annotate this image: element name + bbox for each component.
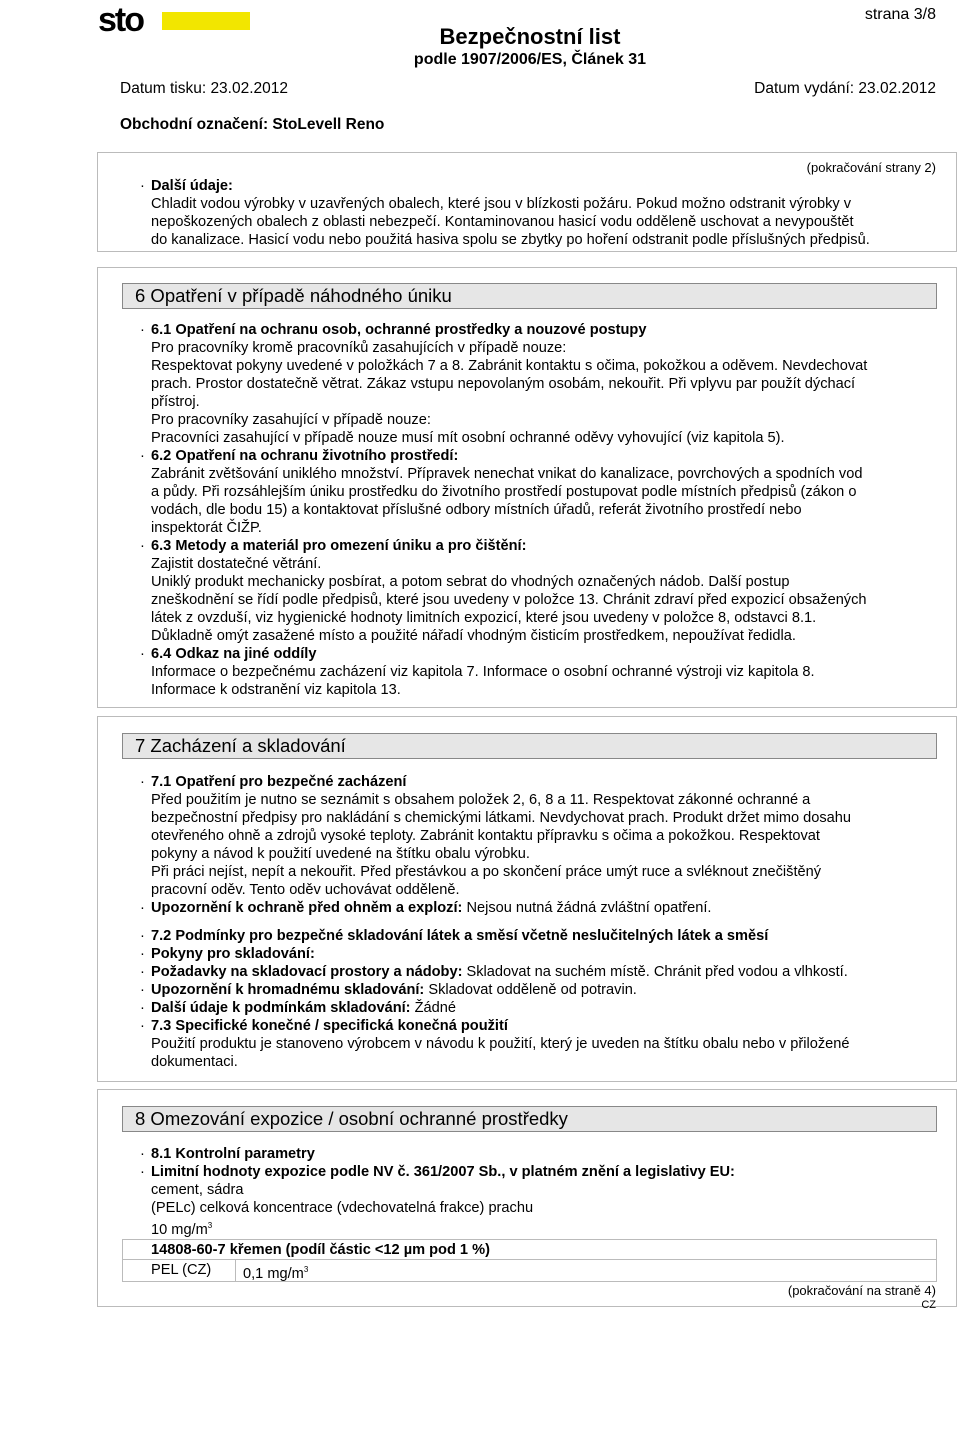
storage-requirements-value: Skladovat na suchém místě. Chránit před vodou a vlhkostí.	[466, 964, 848, 980]
fire-protection-line	[151, 899, 711, 917]
storage-requirements-line	[151, 963, 848, 981]
further-info-heading: Další údaje:	[151, 178, 233, 194]
pel-value-line	[151, 1217, 212, 1239]
text-line: Zajistit dostatečné větrání.	[151, 556, 322, 572]
text-line: vodách, dle bodu 15) a kontaktovat příslušné odbory místních úřadů, referát životního prostředí nebo	[151, 502, 802, 518]
bullet: ·	[140, 1000, 145, 1016]
table-divider	[235, 1260, 236, 1281]
page-number: strana 3/8	[864, 6, 936, 23]
bullet: ·	[140, 646, 145, 662]
bullet: ·	[140, 448, 145, 464]
bullet: ·	[140, 774, 145, 790]
text-line: prach. Prostor dostatečně větrat. Zákaz vstupu nepovolaným osobám, nekouřit. Při vplyvu par použít dýchací	[151, 376, 856, 392]
text-line: látek z ovzduší, viz hygienické hodnoty limitních expozicí, které jsou uvedeny v položce 8, odstavci 8.1.	[151, 610, 817, 626]
text-line: nepoškozených obalech z oblasti nebezpečí. Kontaminovanou hasicí vodu odděleně uschovat a nevypouštět	[151, 214, 854, 230]
bullet: ·	[140, 946, 145, 962]
text-line: bezpečnostní předpisy pro nakládání s chemickými látkami. Nevdychovat prach. Produkt držet mimo dosahu	[151, 810, 852, 826]
table-unit-exponent: 3	[303, 1265, 309, 1274]
storage-requirements-label: Požadavky na skladovací prostory a nádoby:	[151, 964, 463, 980]
bullet: ·	[140, 178, 145, 194]
issue-date: Datum vydání: 23.02.2012	[754, 80, 936, 97]
bullet: ·	[140, 900, 145, 916]
bullet: ·	[140, 1164, 145, 1180]
more-storage-line	[151, 999, 456, 1017]
section-7-title: 7 Zacházení a skladování	[122, 733, 937, 759]
subsection-8-1-heading: 8.1 Kontrolní parametry	[151, 1146, 315, 1162]
logo-text: sto	[98, 4, 143, 39]
bullet: ·	[140, 1146, 145, 1162]
text-line: Použití produktu je stanoveno výrobcem v návodu k použití, který je uveden na štítku obalu nebo v přiložené	[151, 1036, 850, 1052]
text-line: Respektovat pokyny uvedené v položkách 7 a 8. Zabránit kontaktu s očima, pokožkou a oděvem. Nevdechovat	[151, 358, 868, 374]
bulk-storage-line	[151, 981, 637, 999]
subsection-6-1-heading: 6.1 Opatření na ochranu osob, ochranné prostředky a nouzové postupy	[151, 322, 647, 338]
exposure-table-heading: 14808-60-7 křemen (podíl částic <12 µm pod 1 %)	[151, 1242, 490, 1258]
bullet: ·	[140, 322, 145, 338]
trade-name: Obchodní označení: StoLevell Reno	[120, 116, 385, 133]
country-code: CZ	[921, 1299, 936, 1311]
subsection-6-4-heading: 6.4 Odkaz na jiné oddíly	[151, 646, 317, 662]
text-line: přístroj.	[151, 394, 200, 410]
bulk-storage-label: Upozornění k hromadnému skladování:	[151, 982, 425, 998]
continued-on-label: (pokračování na straně 4)	[787, 1283, 936, 1298]
text-line: Pracovníci zasahující v případě nouze musí mít osobní ochranné oděvy vyhovující (viz kapitola 5).	[151, 430, 785, 446]
text-line: inspektorát ČIŽP.	[151, 520, 262, 536]
text-line: a půdy. Při rozsáhlejším úniku prostředku do životního prostředí postupovat podle místních předpisů (zákon o	[151, 484, 857, 500]
text-line: dokumentaci.	[151, 1054, 238, 1070]
text-line: Zabránit zvětšování uniklého množství. Přípravek nenechat vnikat do kanalizace, povrchových a spodních vod	[151, 466, 863, 482]
more-storage-value: Žádné	[414, 1000, 456, 1016]
bullet: ·	[140, 964, 145, 980]
section-6-title: 6 Opatření v případě náhodného úniku	[122, 283, 937, 309]
pel-line: (PELc) celková koncentrace (vdechovatelná frakce) prachu	[151, 1200, 534, 1216]
text-line: Uniklý produkt mechanicky posbírat, a potom sebrat do vhodných označených nádob. Další postup	[151, 574, 790, 590]
text-line: Pro pracovníky zasahující v případě nouze:	[151, 412, 431, 428]
subsection-7-3-heading: 7.3 Specifické konečné / specifická konečná použití	[151, 1018, 508, 1034]
text-line: Důkladně omýt zasažené místo a použité nářadí vhodným čisticím prostředkem, nepoužívat ředidla.	[151, 628, 796, 644]
text-line: Informace o bezpečnému zacházení viz kapitola 7. Informace o osobní ochranné výstroji viz kapitola 8.	[151, 664, 815, 680]
bullet: ·	[140, 538, 145, 554]
bullet: ·	[140, 982, 145, 998]
fire-protection-value: Nejsou nutná žádná zvláštní opatření.	[466, 900, 712, 916]
text-line: Při práci nejíst, nepít a nekouřit. Před přestávkou a po skončení práce umýt ruce a svléknout znečištěný	[151, 864, 822, 880]
print-date: Datum tisku: 23.02.2012	[120, 80, 289, 97]
section-8-title: 8 Omezování expozice / osobní ochranné prostředky	[122, 1106, 937, 1132]
continued-from-label: (pokračování strany 2)	[806, 160, 936, 175]
text-line: Pro pracovníky kromě pracovníků zasahujících v případě nouze:	[151, 340, 567, 356]
subsection-6-2-heading: 6.2 Opatření na ochranu životního prostředí:	[151, 448, 459, 464]
text-line: Před použitím je nutno se seznámit s obsahem položek 2, 6, 8 a 11. Respektovat zákonné ochranné a	[151, 792, 811, 808]
pel-value: 10 mg/m	[151, 1221, 208, 1238]
text-line: do kanalizace. Hasicí vodu nebo použitá hasiva spolu se zbytky po hoření odstranit podle příslušných předpisů.	[151, 232, 870, 248]
exposure-limits-heading: Limitní hodnoty expozice podle NV č. 361/2007 Sb., v platném znění a legislativy EU:	[151, 1164, 735, 1180]
more-storage-label: Další údaje k podmínkám skladování:	[151, 1000, 411, 1016]
text-line: otevřeného ohně a zdrojů vysoké teploty. Zabránit kontaktu přípravku s očima a pokožkou. Respektovat	[151, 828, 820, 844]
bullet: ·	[140, 928, 145, 944]
exposure-table-key: PEL (CZ)	[151, 1262, 212, 1278]
substances-line: cement, sádra	[151, 1182, 244, 1198]
text-line: pokyny a návod k použití uvedené na štítku obalu výrobku.	[151, 846, 530, 862]
bullet: ·	[140, 1018, 145, 1034]
text-line: Chladit vodou výrobky v uzavřených obalech, které jsou v blízkosti požáru. Pokud možno odstranit výrobky v	[151, 196, 852, 212]
document-subtitle: podle 1907/2006/ES, Článek 31	[413, 51, 647, 68]
subsection-7-1-heading: 7.1 Opatření pro bezpečné zacházení	[151, 774, 407, 790]
text-line: zneškodnění se řídí podle předpisů, které jsou uvedeny v položce 13. Chránit zdraví před expozicí obsažených	[151, 592, 867, 608]
exposure-table-header-row	[122, 1239, 937, 1260]
exposure-table-row	[122, 1259, 937, 1282]
subsection-6-3-heading: 6.3 Metody a materiál pro omezení úniku a pro čištění:	[151, 538, 527, 554]
document-title: Bezpečnostní list	[439, 24, 621, 49]
subsection-7-2-heading: 7.2 Podmínky pro bezpečné skladování látek a směsí včetně neslučitelných látek a směsí	[151, 928, 769, 944]
exposure-table-value: 0,1 mg/m	[243, 1265, 304, 1282]
fire-protection-label: Upozornění k ochraně před ohněm a explozí:	[151, 900, 463, 916]
pel-unit-exponent: 3	[207, 1221, 213, 1230]
text-line: Informace k odstranění viz kapitola 13.	[151, 682, 401, 698]
bulk-storage-value: Skladovat odděleně od potravin.	[428, 982, 637, 998]
exposure-table-value-cell	[243, 1260, 308, 1281]
storage-instructions-heading: Pokyny pro skladování:	[151, 946, 315, 962]
text-line: pracovní oděv. Tento oděv uchovávat odděleně.	[151, 882, 460, 898]
